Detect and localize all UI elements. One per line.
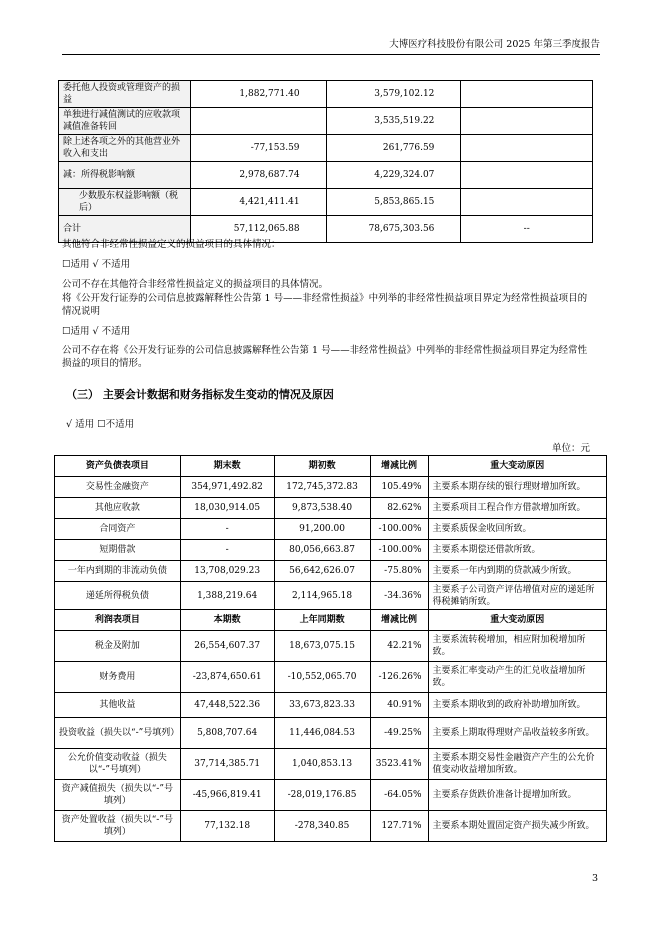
column-header: 增减比例: [370, 456, 428, 477]
table-cell: 委托他人投资或管理资产的损益: [59, 81, 191, 108]
no-other-items-statement: 公司不存在其他符合非经常性损益定义的损益项目的具体情况。: [62, 279, 329, 290]
table-cell: -100.00%: [370, 540, 428, 561]
table-cell: -77,153.59: [190, 135, 326, 162]
table-cell: 105.49%: [370, 477, 428, 498]
table-cell: 主要系项目工程合作方借款增加所致。: [428, 498, 606, 519]
table-cell: 主要系本期处置固定资产损失减少所致。: [428, 811, 606, 842]
table-cell: 2,978,687.74: [190, 162, 326, 189]
applicability-checkbox-2: ☐适用 √ 不适用: [62, 326, 131, 337]
table-cell: 主要系本期偿还借款所致。: [428, 540, 606, 561]
table-row: [59, 162, 593, 189]
table-cell: -100.00%: [370, 519, 428, 540]
table-cell: -: [180, 540, 274, 561]
table-cell: -23,874,650.61: [180, 662, 274, 693]
table-cell: 主要系上期取得理财产品收益较多所致。: [428, 718, 606, 749]
table-cell: 47,448,522.36: [180, 693, 274, 718]
table-cell: 主要系本期交易性金融资产产生的公允价值变动收益增加所致。: [428, 749, 606, 780]
table-cell: [461, 189, 593, 216]
table-cell: 172,745,372.83: [274, 477, 370, 498]
column-header: 增减比例: [370, 610, 428, 631]
table-cell: -49.25%: [370, 718, 428, 749]
table-cell: 其他应收款: [55, 498, 181, 519]
column-header: 上年同期数: [274, 610, 370, 631]
column-header: 重大变动原因: [428, 456, 606, 477]
table-row: [55, 540, 607, 561]
table-row: [55, 498, 607, 519]
table-cell: 税金及附加: [55, 631, 181, 662]
table-cell: 37,714,385.71: [180, 749, 274, 780]
table-cell: [461, 81, 593, 108]
table-cell: 主要系汇率变动产生的汇兑收益增加所致。: [428, 662, 606, 693]
column-header: 利润表项目: [55, 610, 181, 631]
table-cell: 354,971,492.82: [180, 477, 274, 498]
table-cell: 56,642,626.07: [274, 561, 370, 582]
table-header-row: [55, 456, 607, 477]
other-items-note: 其他符合非经常性损益定义的损益项目的具体情况：: [62, 239, 281, 250]
table-cell: 9,873,538.40: [274, 498, 370, 519]
table-row: [55, 582, 607, 610]
table-row: [55, 749, 607, 780]
table-cell: 1,388,219.64: [180, 582, 274, 610]
table-cell: -45,966,819.41: [180, 780, 274, 811]
table-cell: 少数股东权益影响额（税后）: [59, 189, 191, 216]
table-cell: 递延所得税负债: [55, 582, 181, 610]
table-row: [55, 693, 607, 718]
table-cell: 主要系存货跌价准备计提增加所致。: [428, 780, 606, 811]
no-reclassification-statement: 公司不存在将《公开发行证券的公司信息披露解释性公告第 1 号——非经常性损益》中列举的非经常性损益项目界定为经常性损益的项目的情形。: [62, 345, 588, 369]
table-cell: 一年内到期的非流动负债: [55, 561, 181, 582]
table-cell: -10,552,065.70: [274, 662, 370, 693]
table-cell: 11,446,084.53: [274, 718, 370, 749]
table-cell: 交易性金融资产: [55, 477, 181, 498]
table-row: [59, 81, 593, 108]
table-row: [59, 189, 593, 216]
applicability-checkbox-3: √ 适用 ☐不适用: [66, 419, 135, 430]
table-cell: 4,421,411.41: [190, 189, 326, 216]
table-cell: -: [180, 519, 274, 540]
table-row: [55, 780, 607, 811]
table-cell: 1,040,853.13: [274, 749, 370, 780]
table-cell: 单独进行减值测试的应收款项减值准备转回: [59, 108, 191, 135]
table-cell: 33,673,823.33: [274, 693, 370, 718]
table-cell: 127.71%: [370, 811, 428, 842]
table-cell: 其他收益: [55, 693, 181, 718]
table-cell: 4,229,324.07: [326, 162, 461, 189]
table-cell: 82.62%: [370, 498, 428, 519]
table-cell: 3,535,519.22: [326, 108, 461, 135]
table-cell: -278,340.85: [274, 811, 370, 842]
table-cell: 42.21%: [370, 631, 428, 662]
table-cell: 40.91%: [370, 693, 428, 718]
column-header: 资产负债表项目: [55, 456, 181, 477]
column-header: 期末数: [180, 456, 274, 477]
table-cell: 除上述各项之外的其他营业外收入和支出: [59, 135, 191, 162]
table-row: [55, 631, 607, 662]
table-cell: 261,776.59: [326, 135, 461, 162]
table-cell: [461, 135, 593, 162]
table-cell: 26,554,607.37: [180, 631, 274, 662]
table-cell: -28,019,176.85: [274, 780, 370, 811]
table-row: [55, 561, 607, 582]
table-row: [55, 811, 607, 842]
table-row: [59, 135, 593, 162]
table-cell: 77,132.18: [180, 811, 274, 842]
table-cell: 1,882,771.40: [190, 81, 326, 108]
table-row: [59, 108, 593, 135]
applicability-checkbox-1: ☐适用 √ 不适用: [62, 259, 131, 270]
table-cell: 80,056,663.87: [274, 540, 370, 561]
table-cell: 主要系质保金收回所致。: [428, 519, 606, 540]
table-cell: 主要系本期收到的政府补助增加所致。: [428, 693, 606, 718]
table-cell: [461, 162, 593, 189]
table-cell: 合计: [59, 216, 191, 243]
non-recurring-items-table: [58, 80, 593, 243]
table-cell: [461, 108, 593, 135]
table-cell: 主要系流转税增加，相应附加税增加所致。: [428, 631, 606, 662]
table-row: [55, 477, 607, 498]
table-cell: 3523.41%: [370, 749, 428, 780]
table-cell: [190, 108, 326, 135]
table-cell: 3,579,102.12: [326, 81, 461, 108]
table-row: [55, 519, 607, 540]
table-cell: 投资收益（损失以“-”号填列）: [55, 718, 181, 749]
table-cell: 91,200.00: [274, 519, 370, 540]
page-number: 3: [591, 873, 598, 884]
page-header: 大博医疗科技股份有限公司 2025 年第三季度报告: [62, 36, 600, 55]
table-cell: 主要系子公司资产评估增值对应的递延所得税摊销所致。: [428, 582, 606, 610]
table-header-row: [55, 610, 607, 631]
table-row: [55, 718, 607, 749]
column-header: 本期数: [180, 610, 274, 631]
column-header: 期初数: [274, 456, 370, 477]
change-analysis-table: [54, 455, 607, 842]
table-cell: -75.80%: [370, 561, 428, 582]
table-cell: -126.26%: [370, 662, 428, 693]
table-cell: 短期借款: [55, 540, 181, 561]
table-cell: 主要系本期存续的银行理财增加所致。: [428, 477, 606, 498]
column-header: 重大变动原因: [428, 610, 606, 631]
table-cell: -64.05%: [370, 780, 428, 811]
table-cell: 78,675,303.56: [326, 216, 461, 243]
table-cell: 资产处置收益（损失以“-”号填列）: [55, 811, 181, 842]
table-cell: 57,112,065.88: [190, 216, 326, 243]
reclassification-note: 将《公开发行证券的公司信息披露解释性公告第 1 号——非经常性损益》中列举的非经常性损益项目界定为经常性损益项目的情况说明: [62, 293, 588, 317]
table-cell: 主要系一年内到期的贷款减少所致。: [428, 561, 606, 582]
table-cell: 13,708,029.23: [180, 561, 274, 582]
table-cell: 18,673,075.15: [274, 631, 370, 662]
table-cell: 资产减值损失（损失以“-”号填列）: [55, 780, 181, 811]
table-cell: 财务费用: [55, 662, 181, 693]
table-cell: 2,114,965.18: [274, 582, 370, 610]
table-cell: 5,808,707.64: [180, 718, 274, 749]
table-row: [55, 662, 607, 693]
unit-label: 单位：元: [551, 443, 590, 454]
table-cell: 合同资产: [55, 519, 181, 540]
table-cell: 5,853,865.15: [326, 189, 461, 216]
table-cell: 减：所得税影响额: [59, 162, 191, 189]
section-title: （三） 主要会计数据和财务指标发生变动的情况及原因: [66, 388, 334, 401]
table-cell: 公允价值变动收益（损失以“-”号填列）: [55, 749, 181, 780]
table-cell: --: [461, 216, 593, 243]
table-cell: 18,030,914.05: [180, 498, 274, 519]
table-cell: -34.36%: [370, 582, 428, 610]
